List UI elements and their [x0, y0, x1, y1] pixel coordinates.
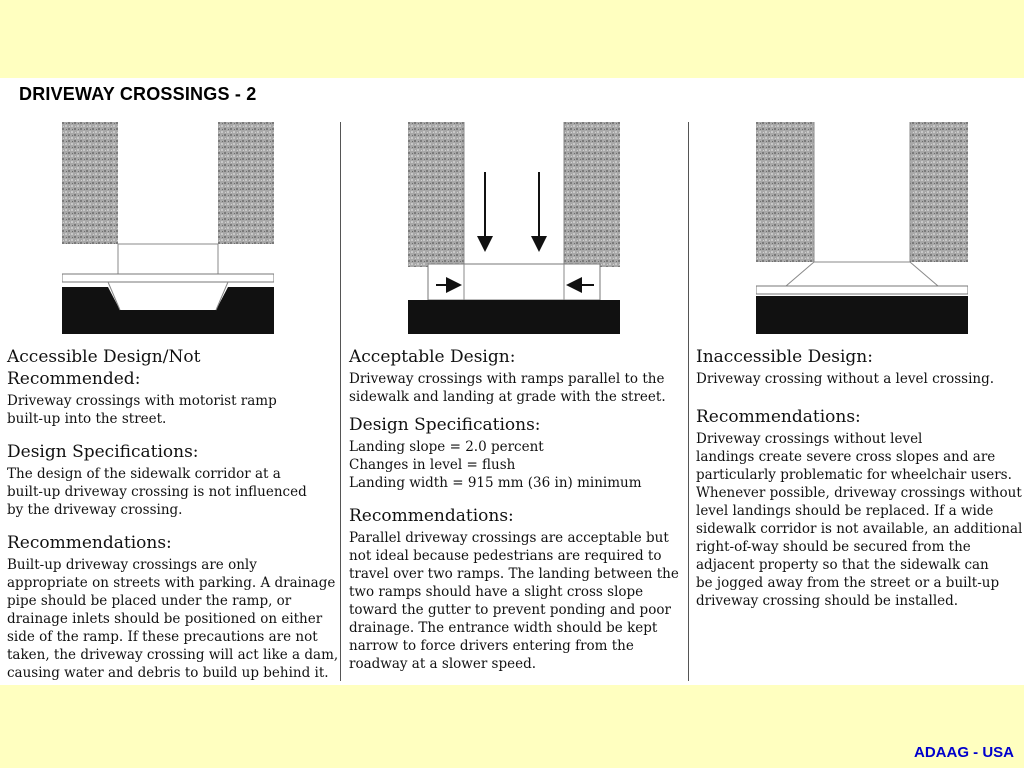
diagram-parallel-crossing: [408, 122, 620, 334]
rec-heading: Recommendations:: [349, 506, 514, 526]
lot-block-right: [564, 122, 620, 267]
text-line: sidewalk corridor is not available, an additional: [696, 521, 1023, 537]
text-line: Changes in level = flush: [349, 457, 516, 473]
column-description: [349, 370, 684, 406]
text-line: toward the gutter to prevent ponding and poor: [349, 602, 671, 618]
text-line: travel over two ramps. The landing between the: [349, 566, 679, 582]
text-line: right-of-way should be secured from the: [696, 539, 971, 555]
text-line: Driveway crossings without level: [696, 431, 923, 447]
text-line: not ideal because pedestrians are required to: [349, 548, 662, 564]
diagram-no-level-crossing: [756, 122, 968, 334]
diagram-built-up-crossing: [62, 122, 274, 334]
text-line: level landings should be replaced. If a wide: [696, 503, 994, 519]
text-line: by the driveway crossing.: [7, 502, 183, 518]
column-heading: Acceptable Design:: [349, 347, 516, 367]
column-heading: Inaccessible Design:: [696, 347, 873, 367]
text-line: sidewalk and landing at grade with the street.: [349, 389, 666, 405]
text-line: Driveway crossing without a level crossing.: [696, 371, 995, 387]
text-line: Parallel driveway crossings are acceptable but: [349, 530, 669, 546]
street: [408, 300, 620, 334]
rec-text: [696, 430, 1021, 610]
text-line: causing water and debris to build up behind it.: [7, 665, 329, 681]
spec-heading: Design Specifications:: [349, 415, 541, 435]
column-acceptable: [349, 346, 684, 673]
text-line: built-up driveway crossing is not influenced: [7, 484, 307, 500]
text-line: pipe should be placed under the ramp, or: [7, 593, 292, 609]
landing-area: [428, 264, 600, 300]
text-line: narrow to force drivers entering from the: [349, 638, 634, 654]
text-line: roadway at a slower speed.: [349, 656, 537, 672]
street: [756, 296, 968, 334]
slide-title: DRIVEWAY CROSSINGS - 2: [19, 84, 257, 104]
footer-label: ADAAG - USA: [914, 744, 1014, 761]
text-line: particularly problematic for wheelchair users.: [696, 467, 1012, 483]
lot-block-left: [408, 122, 464, 267]
column-description: [7, 392, 337, 428]
spec-heading: Design Specifications:: [7, 442, 199, 462]
sidewalk-strip: [62, 274, 274, 282]
text-line: appropriate on streets with parking. A drainage: [7, 575, 336, 591]
column-description: [696, 370, 1021, 388]
rec-text: [349, 529, 684, 673]
text-line: landings create severe cross slopes and are: [696, 449, 996, 465]
text-line: built-up into the street.: [7, 411, 167, 427]
text-line: The design of the sidewalk corridor at a: [7, 466, 281, 482]
column-accessible: [7, 346, 337, 682]
lot-block-right: [218, 122, 274, 244]
text-line: drainage. The entrance width should be kept: [349, 620, 658, 636]
text-line: Driveway crossings with ramps parallel to the: [349, 371, 665, 387]
rec-heading: Recommendations:: [696, 407, 861, 427]
rec-text: [7, 556, 337, 682]
text-line: adjacent property so that the sidewalk can: [696, 557, 989, 573]
text-line: drainage inlets should be positioned on either: [7, 611, 323, 627]
text-line: Landing width = 915 mm (36 in) minimum: [349, 475, 642, 491]
column-divider-1: [340, 122, 341, 681]
lot-block-right: [910, 122, 968, 262]
column-heading: Accessible Design/Not Recommended:: [7, 347, 201, 389]
text-line: driveway crossing should be installed.: [696, 593, 959, 609]
rec-heading: Recommendations:: [7, 533, 172, 553]
spec-text: [7, 465, 337, 519]
spec-text: [349, 438, 684, 492]
text-line: Built-up driveway crossings are only: [7, 557, 257, 573]
lot-block-left: [62, 122, 118, 244]
text-line: Landing slope = 2.0 percent: [349, 439, 544, 455]
column-inaccessible: [696, 346, 1021, 610]
sidewalk-strip: [756, 286, 968, 294]
text-line: side of the ramp. If these precautions are not: [7, 629, 318, 645]
text-line: two ramps should have a slight cross slope: [349, 584, 644, 600]
lot-block-left: [756, 122, 814, 262]
column-divider-2: [688, 122, 689, 681]
text-line: be jogged away from the street or a built-up: [696, 575, 1000, 591]
text-line: Driveway crossings with motorist ramp: [7, 393, 277, 409]
text-line: taken, the driveway crossing will act like a dam,: [7, 647, 339, 663]
text-line: Whenever possible, driveway crossings without: [696, 485, 1022, 501]
slide-content: [0, 78, 1024, 685]
